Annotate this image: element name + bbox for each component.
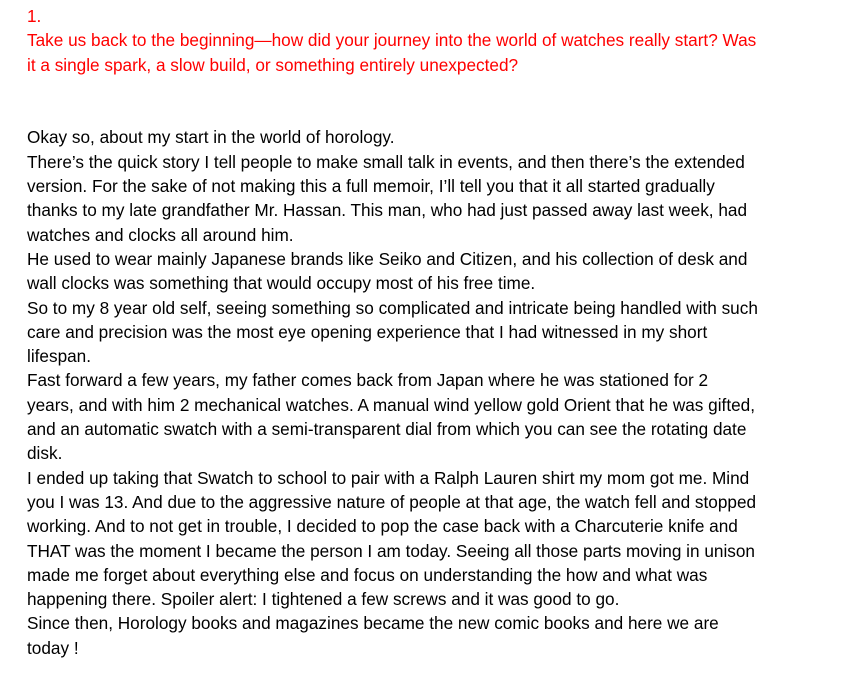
answer-line: Since then, Horology books and magazines became the new comic books and here we are [27,613,719,634]
answer-line: today ! [27,637,79,658]
answer-line: made me forget about everything else and focus on understanding the how and what was [27,564,708,585]
answer-line: version. For the sake of not making this a full memoir, I’ll tell you that it all started gradually [27,176,715,197]
answer-line: years, and with him 2 mechanical watches. A manual wind yellow gold Orient that he was gifted, [27,394,755,415]
answer-line: thanks to my late grandfather Mr. Hassan. This man, who had just passed away last week, had [27,200,748,221]
answer-line: disk. [27,443,63,464]
answer-line: There’s the quick story I tell people to make small talk in events, and then there’s the extended [27,151,745,172]
answer-line: wall clocks was something that would occupy most of his free time. [27,273,536,294]
question-line: Take us back to the beginning—how did your journey into the world of watches really start? Was [27,30,757,51]
question-block [27,4,817,77]
answer-line: happening there. Spoiler alert: I tightened a few screws and it was good to go. [27,589,620,610]
paragraph-spacer [27,77,817,126]
answer-line: care and precision was the most eye opening experience that I had witnessed in my short [27,321,708,342]
answer-line: you I was 13. And due to the aggressive nature of people at that age, the watch fell and stopped [27,491,757,512]
answer-line: working. And to not get in trouble, I decided to pop the case back with a Charcuterie knife and [27,516,738,537]
question-number: 1. [27,6,42,26]
answer-line: lifespan. [27,346,92,367]
answer-line: He used to wear mainly Japanese brands like Seiko and Citizen, and his collection of desk and [27,248,748,269]
answer-line: Okay so, about my start in the world of horology. [27,127,395,148]
answer-line: Fast forward a few years, my father comes back from Japan where he was stationed for 2 [27,370,709,391]
answer-line: watches and clocks all around him. [27,224,294,245]
answer-line: THAT was the moment I became the person I am today. Seeing all those parts moving in unison [27,540,755,561]
answer-line: and an automatic swatch with a semi-transparent dial from which you can see the rotating date [27,419,747,440]
answer-block [27,125,817,660]
document-body [27,4,817,660]
question-line: it a single spark, a slow build, or something entirely unexpected? [27,54,519,75]
answer-line: I ended up taking that Swatch to school to pair with a Ralph Lauren shirt my mom got me. Mind [27,467,750,488]
answer-line: So to my 8 year old self, seeing something so complicated and intricate being handled with such [27,297,758,318]
